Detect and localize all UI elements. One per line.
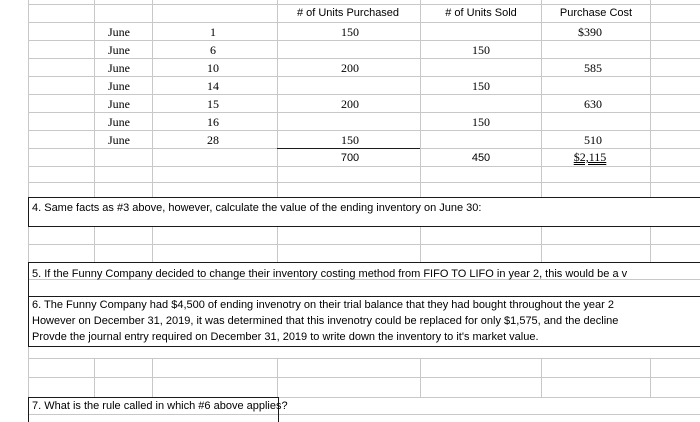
cell-sold[interactable]: 150	[472, 43, 490, 57]
cell-day[interactable]: 14	[207, 79, 219, 93]
cell-sold[interactable]: 150	[472, 115, 490, 129]
cell-month[interactable]: June	[108, 97, 130, 111]
cell-cost[interactable]: $390	[578, 25, 602, 39]
cell-day[interactable]: 15	[207, 97, 219, 111]
cell-day[interactable]: 1	[210, 25, 216, 39]
question-5[interactable]: 5. If the Funny Company decided to change their inventory costing method from FIFO TO LIFO in year 2, this would be a v	[32, 268, 628, 280]
cell-month[interactable]: June	[108, 61, 130, 75]
cell-cost[interactable]: 510	[584, 133, 602, 147]
total-cost[interactable]: $2,115	[573, 150, 607, 164]
question-6-line-2[interactable]: However on December 31, 2019, it was determined that this invenotry could be replaced for only $1,575, and the decline	[32, 315, 619, 327]
question-6-line-1[interactable]: 6. The Funny Company had $4,500 of ending invenotry on their trial balance that they had bought throughout the year 2	[32, 299, 614, 311]
question-6-line-3[interactable]: Provde the journal entry required on December 31, 2019 to write down the inventory to it's market value.	[32, 331, 539, 343]
total-purchased[interactable]: 700	[340, 152, 360, 164]
question-7[interactable]: 7. What is the rule called in which #6 above applies?	[32, 400, 288, 412]
cell-sold[interactable]: 150	[472, 79, 490, 93]
cell-cost[interactable]: 585	[584, 61, 602, 75]
cell-month[interactable]: June	[108, 133, 130, 147]
cell-day[interactable]: 16	[207, 115, 219, 129]
cell-month[interactable]: June	[108, 25, 130, 39]
cell-purchased[interactable]: 200	[341, 61, 359, 75]
cell-purchased[interactable]: 200	[341, 97, 359, 111]
cell-day[interactable]: 6	[210, 43, 216, 57]
cell-month[interactable]: June	[108, 115, 130, 129]
cell-day[interactable]: 28	[207, 133, 219, 147]
cell-purchased[interactable]: 150	[341, 25, 359, 39]
cell-cost[interactable]: 630	[584, 97, 602, 111]
header-units-purchased: # of Units Purchased	[296, 7, 400, 19]
total-sold[interactable]: 450	[471, 152, 491, 164]
header-purchase-cost: Purchase Cost	[559, 7, 633, 19]
cell-month[interactable]: June	[108, 79, 130, 93]
cell-day[interactable]: 10	[207, 61, 219, 75]
question-4[interactable]: 4. Same facts as #3 above, however, calculate the value of the ending inventory on June 30:	[32, 202, 482, 214]
cell-purchased[interactable]: 150	[341, 133, 359, 147]
header-units-sold: # of Units Sold	[445, 7, 517, 19]
cell-month[interactable]: June	[108, 43, 130, 57]
